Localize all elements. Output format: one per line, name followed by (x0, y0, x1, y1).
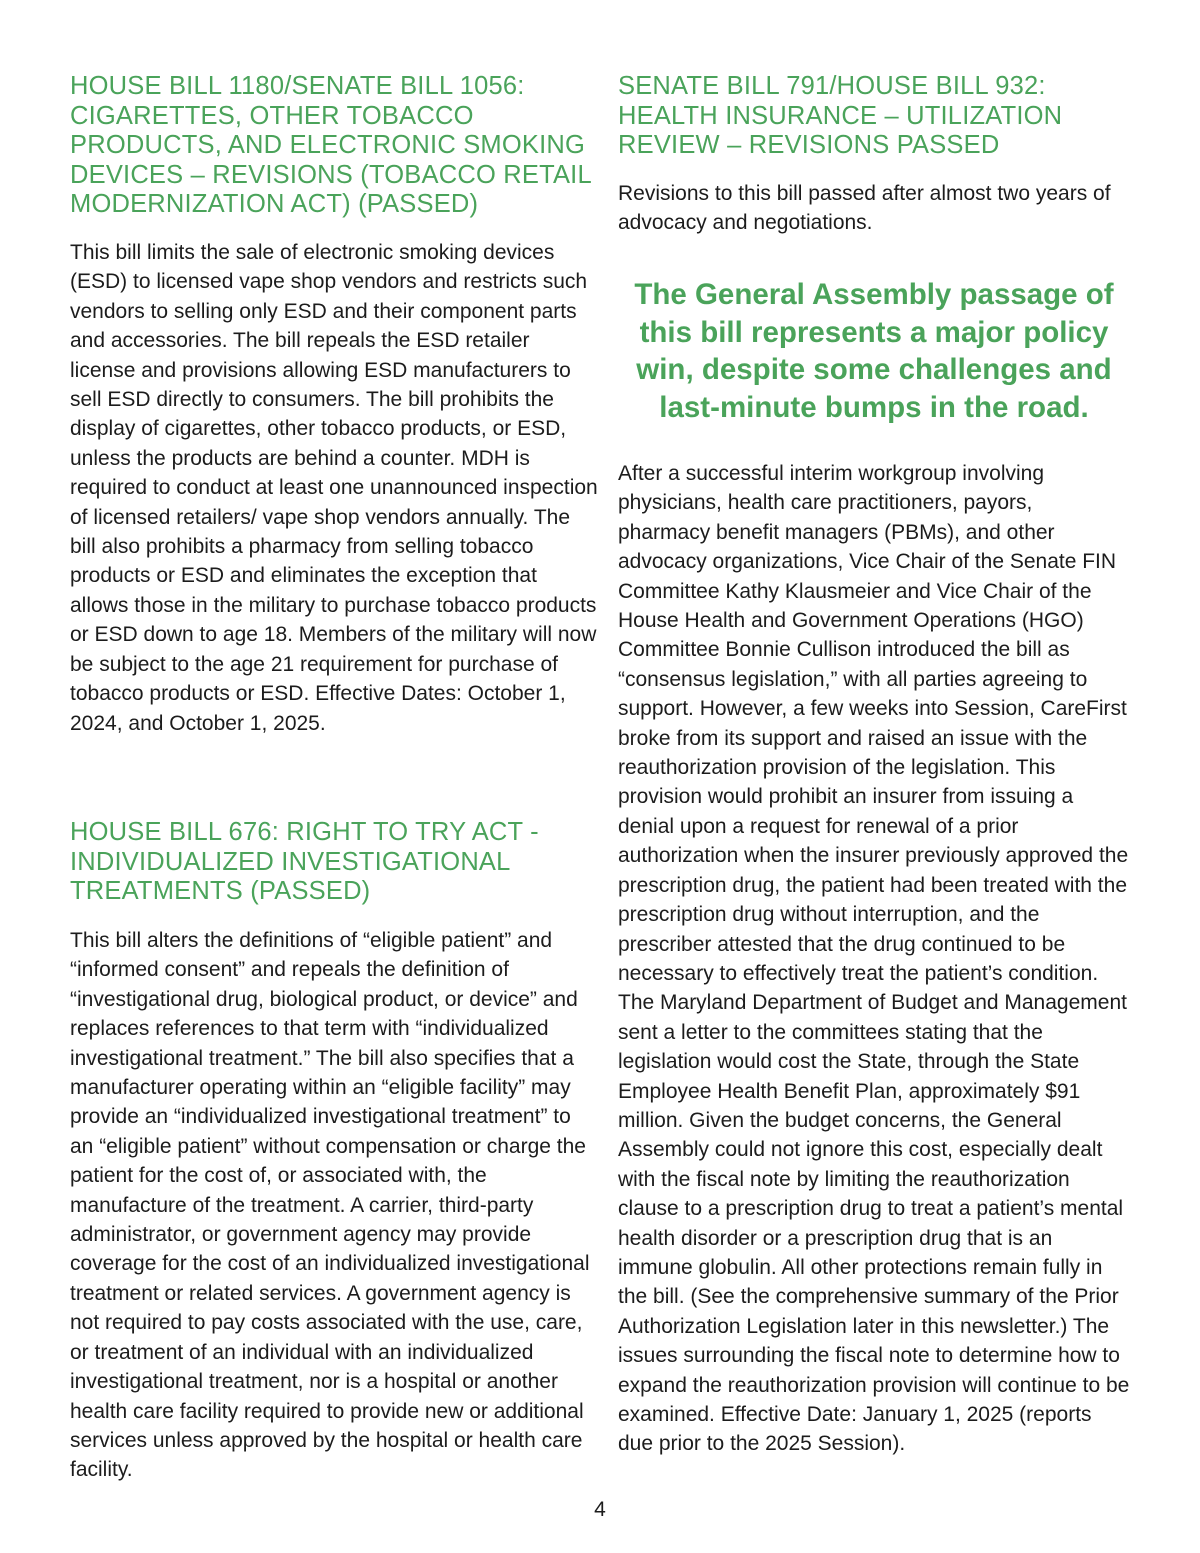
hb676-body: This bill alters the definitions of “eligible patient” and “informed consent” and repeals the definition of “investigational drug, biological product, or device” and replaces references to that term with “individualized investigational treatment.” The bill also specifies that a manufacturer operating within an “eligible facility” may provide an “individualized investigational treatment” to an “eligible patient” without compensation or charge the patient for the cost of, or associated with, the manufacture of the treatment. A carrier, third-party administrator, or government agency may provide coverage for the cost of an individualized investigational treatment or related services. A government agency is not required to pay costs associated with the use, care, or treatment of an individual with an individualized investigational treatment, nor is a hospital or another health care facility required to provide new or additional services unless approved by the hospital or health care facility. (70, 929, 590, 1482)
hb676-heading: HOUSE BILL 676: RIGHT TO TRY ACT - INDIVIDUALIZED INVESTIGATIONAL TREATMENTS (PASSED) (70, 818, 539, 905)
hb1180-body: This bill limits the sale of electronic smoking devices (ESD) to licensed vape shop vendors and restricts such vendors to selling only ESD and their component parts and accessories. The bill repeals the ESD retailer license and provisions allowing ESD manufacturers to sell ESD directly to consumers. The bill prohibits the display of cigarettes, other tobacco products, or ESD, unless the products are behind a counter. MDH is required to conduct at least one unannounced inspection of licensed retailers/ vape shop vendors annually. The bill also prohibits a pharmacy from selling tobacco products or ESD and eliminates the exception that allows those in the military to purchase tobacco products or ESD down to age 18. Members of the military will now be subject to the age 21 requirement for purchase of tobacco products or ESD. Effective Dates: October 1, 2024, and October 1, 2025. (70, 241, 598, 735)
sb791-heading: SENATE BILL 791/HOUSE BILL 932: HEALTH INSURANCE – UTILIZATION REVIEW – REVISIONS PASSED (618, 72, 1063, 159)
pull-quote: The General Assembly passage of this bill represents a major policy win, despite some challenges and last-minute bumps in the road. (634, 278, 1114, 424)
sb791-body: After a successful interim workgroup involving physicians, health care practitioners, payors, pharmacy benefit managers (PBMs), and other advocacy organizations, Vice Chair of the Senate FIN Committee Kathy Klausmeier and Vice Chair of the House Health and Government Operations (HGO) Committee Bonnie Cullison introduced the bill as “consensus legislation,” with all parties agreeing to support. However, a few weeks into Session, CareFirst broke from its support and raised an issue with the reauthorization provision of the legislation. This provision would prohibit an insurer from issuing a denial upon a request for renewal of a prior authorization when the insurer previously approved the prescription drug, the patient had been treated with the prescription drug without interruption, and the prescriber attested that the drug continued to be necessary to effectively treat the patient’s condition. The Maryland Department of Budget and Management sent a letter to the committees stating that the legislation would cost the State, through the State Employee Health Benefit Plan, approximately $91 million. Given the budget concerns, the General Assembly could not ignore this cost, especially dealt with the fiscal note by limiting the reauthorization clause to a prescription drug to treat a patient’s mental health disorder or a prescription drug that is an immune globulin. All other protections remain fully in the bill. (See the comprehensive summary of the Prior Authorization Legislation later in this newsletter.) The issues surrounding the fiscal note to determine how to expand the reauthorization provision will continue to be examined. Effective Date: January 1, 2025 (reports due prior to the 2025 Session). (618, 462, 1130, 1456)
page-number: 4 (594, 1498, 606, 1521)
hb1180-heading: HOUSE BILL 1180/SENATE BILL 1056: CIGARETTES, OTHER TOBACCO PRODUCTS, AND ELECTRONIC SMOKING DEVICES – REVISIONS (TOBACCO RETAIL MODERNIZATION ACT) (PASSED) (70, 72, 591, 218)
sb791-intro: Revisions to this bill passed after almost two years of advocacy and negotiations. (618, 182, 1111, 235)
